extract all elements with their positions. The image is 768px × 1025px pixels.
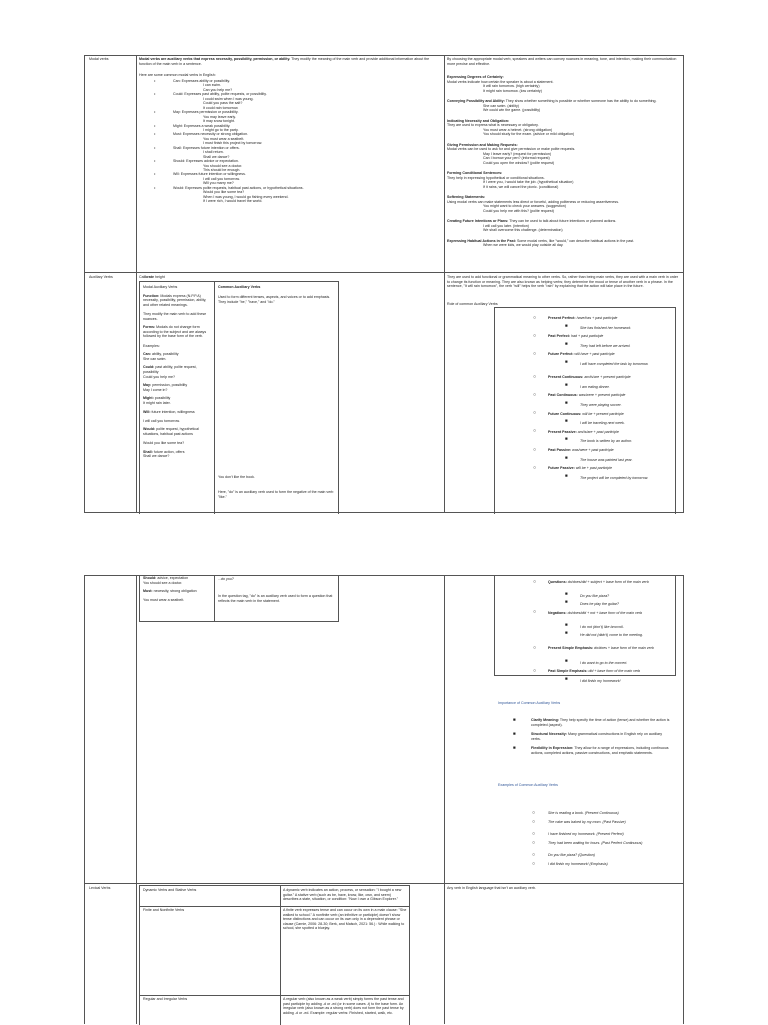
tense-example: The project will be completed by tomorrow.	[580, 475, 649, 480]
bold-lead: Can:	[143, 352, 151, 357]
modal-verb-example: Would you like some tea?	[203, 190, 245, 195]
tense-entry	[548, 466, 673, 471]
modal-aux-entry: Function: Modals express (N.P.P.A) necessity, possibility, permission, ability, and other related meanings.	[143, 293, 207, 307]
tense-formula: was/were + past participle	[571, 448, 614, 452]
section-body: They are used to express what is necessary or obligatory.	[447, 123, 539, 128]
bold-lead: Forms:	[143, 325, 156, 330]
modal-verb-example: I can swim.	[203, 83, 221, 88]
tense-example: They were playing soccer.	[580, 403, 622, 407]
modal-aux-entry: You must wear a seatbelt.	[143, 598, 185, 603]
modal-aux-entry: They modify the main verb to add these nuances.	[143, 312, 207, 321]
square-bullet-icon: ■	[565, 472, 568, 478]
square-bullet-icon: ■	[565, 630, 568, 636]
circle-bullet-icon: ○	[533, 350, 537, 357]
modal-verb-item: Will: Expresses future intention or willingness.	[173, 172, 246, 177]
tense-example: Does he play the guitar?	[580, 602, 619, 607]
bold-lead: Will:	[143, 409, 151, 414]
section-example: Could you help me with this? (polite request)	[483, 208, 554, 213]
tense-example: They had left before we arrived.	[580, 343, 631, 348]
circle-bullet-icon: ○	[533, 391, 537, 398]
modal-verb-item: Shall: Expresses future intention or offers.	[173, 145, 240, 150]
circle-bullet-icon: ○	[533, 667, 537, 674]
tense-example: Do you like pizza?	[580, 594, 610, 599]
tense-example: I will have completed the task by tomorrow.	[580, 362, 649, 366]
modal-verb-item: Could: Expresses past ability, polite requests, or possibility.	[173, 92, 267, 97]
tense-entry	[548, 646, 673, 651]
modal-verb-example: You must wear a seatbelt.	[203, 136, 245, 141]
circle-bullet-icon: ○	[533, 578, 537, 585]
square-bullet-icon: ■	[565, 657, 568, 663]
tense-formula: was/were + present participle	[577, 393, 626, 398]
modal-aux-entry: You should see a doctor.	[143, 580, 183, 585]
bold-lead: Should:	[143, 576, 157, 580]
modal-verb-example: It may snow tonight.	[203, 119, 235, 124]
example-sentence: I did finish my homework! (Emphasis)	[548, 862, 608, 866]
tense-formula: do/does/did + not + base form of the main verb	[566, 610, 643, 615]
example-sentence: Do you like pizza? (Question)	[548, 853, 595, 857]
square-bullet-icon: ■	[513, 717, 516, 722]
section-heading: Giving Permission and Making Requests:	[447, 142, 518, 147]
modal-aux-entry: Shall: future action, offers	[143, 449, 185, 454]
section-example: We shall overcome this challenge. (determination)	[483, 228, 563, 233]
square-bullet-icon: ■	[565, 400, 568, 405]
lexical-type-description: A finite verb expresses tense and can occur on its own in a main clause: "She walked to school." A nonfinite verb (an infinitive or participle) doesn't show tense distinctions and can occur on its own only in a dependent phrase or clause (Carnie, 2006: 28-30; Berk, and Malsch, 2021: 56.) : While walking to school, she spotted a bluejay.	[283, 908, 407, 931]
bold-lead: Function:	[143, 293, 160, 298]
square-bullet-icon: ■	[565, 436, 568, 442]
tense-name: Present Simple Emphasis:	[548, 646, 594, 651]
modal-aux-entry: Shall we dance?	[143, 454, 170, 459]
tense-box	[494, 307, 676, 514]
section-example: I will call you later. (intention)	[483, 223, 529, 228]
modal-list-heading: Here are some common modal verbs in English:	[139, 73, 216, 77]
tense-entry	[548, 412, 673, 417]
modal-aux-entry: May: permission, possibility	[143, 383, 188, 388]
section-body: Using modal verbs can make statements less direct or forceful, adding politeness or reducing assertiveness.	[447, 199, 619, 204]
modal-verb-example: You may leave early.	[203, 114, 236, 119]
square-bullet-icon: ■	[565, 675, 568, 681]
modal-verb-item: May: Expresses permission or possibility.	[173, 110, 239, 115]
modal-verb-example: It could rain tomorrow.	[203, 105, 239, 110]
modal-verb-example: Will you marry me?	[203, 181, 234, 186]
importance-title: Flexibility in Expression:	[531, 746, 574, 750]
example-sentence: She is reading a book. (Present Continuous)	[548, 811, 619, 815]
modal-aux-entry: Could: past ability, polite request, possibility	[143, 365, 197, 374]
tense-formula: did + base form of the main verb	[587, 669, 641, 674]
importance-item	[531, 746, 671, 755]
subtable-divider	[214, 282, 215, 514]
circle-bullet-icon: ○	[532, 830, 536, 837]
section-heading: Softening Statements:	[447, 195, 486, 200]
modal-verb-example: Could you pass the salt?	[203, 101, 243, 106]
square-bullet-icon: ■	[565, 599, 568, 605]
section-example: You must wear a helmet. (strong obligation)	[483, 127, 553, 132]
tense-entry	[548, 611, 673, 616]
modal-aux-entry: Might: possibility	[143, 396, 171, 401]
table-row-divider	[85, 272, 683, 273]
modal-verb-example: I might go to the party.	[203, 127, 239, 132]
tense-name: Past Passive:	[548, 448, 572, 452]
common-aux-note: Here, "do" is an auxiliary verb used to form the negative of the main verb "like."	[218, 490, 334, 499]
modal-verb-example: I shall return.	[203, 150, 224, 155]
lexical-type-name: Regular and Irregular Verbs	[143, 997, 188, 1001]
section-body: They help in expressing hypothetical or conditional situations.	[447, 175, 545, 180]
calibrate-part-c: height	[155, 275, 165, 279]
subtable-row-divider	[140, 906, 409, 907]
tense-entry	[548, 334, 673, 339]
bullet-icon: •	[154, 184, 156, 190]
bullet-icon: •	[154, 78, 156, 83]
tense-name: Present Perfect:	[548, 316, 576, 320]
tense-entry	[548, 669, 673, 674]
section-example: Could you open the window? (polite request)	[483, 160, 555, 165]
row-label-auxiliary-verbs: Auxiliary Verbs	[89, 275, 113, 279]
bullet-icon: •	[154, 131, 156, 137]
tense-formula: will have + past participle	[573, 352, 615, 357]
bullet-icon: •	[154, 109, 156, 115]
section-example: If it rains, we will cancel the picnic. (conditional)	[483, 184, 559, 189]
bullet-icon: •	[154, 171, 156, 177]
modal-aux-entry: Would: polite request, hypothetical situations, habitual past actions	[143, 427, 199, 436]
importance-title: Clarify Meaning:	[531, 718, 559, 722]
table-divider	[444, 56, 445, 512]
calibrate-part-b: brate	[145, 275, 154, 279]
section-heading: Forming Conditional Sentences:	[447, 171, 503, 176]
section-heading: Expressing Degrees of Certainty:	[447, 75, 504, 79]
lexical-right-text: Any verb in English language that isn't an auxiliary verb.	[447, 886, 536, 890]
lexical-subtable	[139, 885, 410, 1025]
lexical-type-description: A regular verb (also known as a weak verb) simply forms the past tense and past participle by adding -d or -ed (or in some cases -t) to the base form. An irregular verb (also known as a strong verb) does not form the past tense by adding -d or -ed. Example: regular verbs: Finished, started, walk, etc.	[283, 997, 404, 1015]
subtable-divider	[214, 576, 215, 621]
tense-name: Past Simple Emphasis:	[548, 669, 588, 674]
circle-bullet-icon: ○	[533, 332, 537, 339]
circle-bullet-icon: ○	[533, 446, 537, 453]
modal-aux-entry: Will: future intention, willingness	[143, 409, 195, 414]
tense-example: I do want to go to the concert.	[580, 660, 628, 665]
square-bullet-icon: ■	[565, 418, 568, 424]
table-divider	[136, 56, 137, 512]
tense-example: The book is written by an author.	[580, 439, 633, 444]
importance-text: They help specify the time of action (tense) and whether the action is completed (aspect).	[531, 718, 670, 727]
tense-entry	[548, 448, 673, 453]
modal-intro-bold: Modal verbs are auxiliary verbs that express necessity, possibility, permission, or ability.	[139, 57, 291, 61]
section-heading: Conveying Possibility and Ability:	[447, 99, 505, 104]
modal-aux-entry: I will call you tomorrow.	[143, 418, 180, 423]
bullet-icon: •	[154, 91, 156, 97]
tense-example: I did finish my homework!	[580, 678, 621, 683]
table-divider	[136, 576, 137, 1024]
tense-name: Negations:	[548, 610, 567, 615]
section-body: They show whether something is possible or whether someone has the ability to do something.	[505, 99, 657, 104]
aux-right-intro: They are used to add functional or grammatical meaning to other verbs. So, rather than being main verbs, they are used with a main verb in order to change its function or meaning. They are also known as helping verbs; they determine the mood or tense of another verb in a phrase. In the sentence, "It will rain tomorrow", the verb "will" helps the verb "rain" by explaining that the action will take place in the future.	[447, 275, 679, 289]
bold-lead: May:	[143, 383, 152, 388]
question-tag-example: ...do you?	[218, 577, 234, 581]
examples-heading: Examples of Common Auxiliary Verbs	[498, 783, 558, 787]
aux-subtable-cont	[139, 576, 339, 622]
modal-verb-example: I must finish this project by tomorrow.	[203, 141, 263, 146]
modal-intro-rest: They modify the meaning of the main verb and provide additional information about the function of the main verb in a sentence.	[139, 57, 430, 66]
square-bullet-icon: ■	[565, 622, 568, 628]
calibrate-part-a: Cali	[139, 275, 146, 279]
tense-name: Past Continuous:	[548, 393, 578, 398]
square-bullet-icon: ■	[565, 359, 568, 364]
tense-formula: will be + past participle	[574, 466, 613, 471]
row-label-lexical-verbs: Lexical Verbs	[89, 886, 111, 890]
tense-formula: will be + present participle	[581, 411, 624, 416]
bold-lead: Would:	[143, 427, 156, 432]
modal-verb-example: Can you help me?	[203, 87, 233, 92]
importance-item	[531, 732, 671, 741]
modal-verb-example: When I was young, I would go fishing every weekend.	[203, 194, 289, 199]
modal-aux-entry: Can: ability, possibility	[143, 352, 179, 357]
tense-entry	[548, 393, 673, 398]
section-body: Modal verbs can be used to ask for and give permission or make polite requests.	[447, 147, 576, 152]
calibrate-height-text	[139, 275, 165, 280]
bullet-icon: •	[154, 144, 156, 150]
circle-bullet-icon: ○	[532, 851, 536, 858]
circle-bullet-icon: ○	[533, 314, 537, 321]
modal-right-intro: By choosing the appropriate modal verb, speakers and writers can convey nuances in meaning, tone, and intention, making their communication more precise and effective.	[447, 57, 677, 66]
tense-formula: do/does/did + subject + base form of the main verb	[566, 580, 649, 584]
modal-aux-entry: Should: advice, expectation	[143, 576, 189, 580]
table-divider	[444, 576, 445, 1024]
bold-lead: Shall:	[143, 449, 153, 454]
circle-bullet-icon: ○	[533, 609, 537, 616]
modal-aux-entry: Forms: Modals do not change form according to the subject and are always followed by the base form of the verb.	[143, 325, 207, 339]
tense-formula: have/has + past participle	[575, 316, 618, 320]
section-example: Can I borrow your pen? (informal request)	[483, 156, 550, 161]
subtable-row-divider	[140, 995, 409, 996]
modal-verb-item: Can: Expresses ability or possibility.	[173, 79, 231, 83]
section-example: You might want to check your answers. (suggestion)	[483, 204, 566, 209]
square-bullet-icon: ■	[565, 340, 568, 346]
tense-formula: do/does + base form of the main verb	[593, 646, 654, 651]
modal-verb-item: Should: Expresses advice or expectation.	[173, 159, 239, 164]
role-heading: Role of common Auxiliary Verbs	[447, 302, 498, 306]
square-bullet-icon: ■	[513, 745, 516, 750]
modal-aux-entry: Would you like some tea?	[143, 441, 185, 446]
modal-verb-item: Must: Expresses necessity or strong obligation.	[173, 132, 249, 137]
modal-verb-item: Might: Expresses a weak possibility.	[173, 123, 231, 128]
table-row-divider	[85, 883, 683, 884]
section-example: You should study for the exam. (advice or mild obligation)	[483, 132, 575, 137]
importance-text: Many grammatical constructions in English rely on auxiliary verbs.	[531, 732, 663, 741]
aux-subtable	[139, 281, 339, 514]
modal-verb-example: Shall we dance?	[203, 154, 230, 159]
section-example: If I were you, I would take the job. (hypothetical situation)	[483, 180, 574, 185]
bold-lead: Could:	[143, 365, 155, 370]
tense-entry	[548, 352, 673, 357]
modal-aux-entry: Could you help me?	[143, 374, 175, 379]
section-heading: Indicating Necessity and Obligation:	[447, 118, 510, 123]
circle-bullet-icon: ○	[533, 644, 537, 651]
modal-verb-example: You should see a doctor.	[203, 163, 243, 168]
square-bullet-icon: ■	[513, 731, 516, 736]
section-example: It might rain tomorrow. (low certainty)	[483, 88, 542, 93]
circle-bullet-icon: ○	[533, 373, 537, 380]
circle-bullet-icon: ○	[533, 410, 537, 417]
tense-name: Future Continuous:	[548, 411, 582, 416]
modal-aux-entry: Must: necessity, strong obligation	[143, 589, 197, 594]
importance-heading: Importance of Common Auxiliary Verbs	[498, 701, 561, 705]
modal-aux-entry: Modal Auxiliary Verbs	[143, 285, 178, 289]
question-tag-note: In the question tag, "do" is an auxiliary verb used to form a question that reflects the main verb in the statement.	[218, 594, 333, 603]
bold-lead: Must:	[143, 589, 153, 594]
tense-entry	[548, 316, 673, 321]
modal-aux-entry: It might rain later.	[143, 401, 171, 405]
section-example: It will rain tomorrow. (high certainty)	[483, 84, 540, 89]
modal-verb-example: If I were rich, I would travel the world.	[203, 199, 263, 204]
square-bullet-icon: ■	[565, 322, 568, 328]
tense-name: Past Perfect:	[548, 334, 570, 339]
tense-entry	[548, 375, 673, 380]
tense-example: I am eating dinner.	[580, 384, 610, 389]
tense-example: The house was painted last year.	[580, 457, 633, 462]
common-aux-body: Used to form different tenses, aspects, and voices or to add emphasis. They include "be," "have," and "do."	[218, 295, 331, 304]
modal-aux-entry: May I come in?	[143, 387, 168, 392]
modal-intro	[139, 57, 441, 66]
tense-formula: am/is/are + present participle	[583, 375, 631, 380]
modal-verb-item: Would: Expresses polite requests, habitual past actions, or hypothetical situations.	[173, 185, 304, 190]
document-page-2	[84, 575, 684, 1024]
document-page-1	[84, 55, 684, 513]
example-sentence: The cake was baked by my mom. (Past Passive)	[548, 820, 626, 824]
tense-formula: am/is/are + past participle	[576, 429, 619, 434]
tense-example: He did not (didn't) come to the meeting.	[580, 633, 643, 638]
example-sentence: They had been waiting for hours. (Past Perfect Continuous)	[548, 841, 643, 845]
modal-aux-entry: She can swim.	[143, 356, 167, 361]
section-heading: Creating Future Intentions or Plans:	[447, 219, 509, 224]
tense-example: I will be traveling next week.	[580, 421, 625, 426]
tense-name: Present Passive:	[548, 429, 577, 434]
section-example: May I leave early? (request for permission)	[483, 151, 552, 156]
section-body: Modal verbs indicate how certain the speaker is about a statement.	[447, 79, 554, 84]
tense-example: I do not (don't) like broccoli.	[580, 625, 624, 630]
tense-example: She has finished her homework.	[580, 325, 632, 330]
common-aux-example: You don't like the book.	[218, 475, 255, 479]
circle-bullet-icon: ○	[533, 428, 537, 435]
importance-text: They allow for a range of expressions, including continuous actions, completed actions, passive constructions, and emphatic statements.	[531, 746, 669, 755]
square-bullet-icon: ■	[565, 591, 568, 597]
section-body: They can be used to talk about future intentions or planned actions.	[509, 219, 617, 224]
section-heading: Expressing Habitual Actions in the Past:	[447, 238, 516, 243]
bullet-icon: •	[154, 158, 156, 164]
modal-verb-example: I could swim when I was young.	[203, 96, 254, 101]
section-body: Some modal verbs, like "would," can describe habitual actions in the past.	[516, 238, 635, 243]
tense-name: Future Passive:	[548, 466, 575, 471]
section-example: She can swim. (ability)	[483, 103, 519, 108]
circle-bullet-icon: ○	[532, 839, 536, 846]
circle-bullet-icon: ○	[532, 809, 536, 816]
tense-name: Future Perfect:	[548, 352, 574, 357]
tense-box-cont	[494, 576, 676, 683]
row-label-modal-verbs: Modal verbs	[89, 57, 109, 61]
bullet-icon: •	[154, 122, 156, 128]
circle-bullet-icon: ○	[532, 818, 536, 825]
tense-name: Present Continuous:	[548, 375, 584, 380]
lexical-type-name: Dynamic Verbs and Stative Verbs	[143, 888, 197, 892]
tense-entry	[548, 430, 673, 435]
square-bullet-icon: ■	[565, 381, 568, 387]
tense-formula: had + past participle	[569, 334, 604, 339]
section-example: We could win the game. (possibility)	[483, 108, 541, 112]
tense-name: Questions:	[548, 580, 567, 584]
modal-verb-example: This should be enough.	[203, 168, 241, 172]
importance-item	[531, 718, 671, 727]
section-example: When we were kids, we would play outside all day.	[483, 243, 564, 248]
modal-verb-example: I will call you tomorrow.	[203, 176, 240, 181]
square-bullet-icon: ■	[565, 454, 568, 460]
circle-bullet-icon: ○	[533, 464, 537, 471]
bold-lead: Might:	[143, 396, 154, 401]
example-sentence: I have finished my homework. (Present Perfect)	[548, 832, 624, 836]
lexical-type-description: A dynamic verb indicates an action, process, or sensation: "I bought a new guitar." A stative verb (such as be, have, know, like, own, and seem) describes a state, situation, or condition: "Now I own a Gibson Explorer."	[283, 888, 402, 902]
importance-title: Structural Necessity:	[531, 732, 567, 736]
tense-entry	[548, 580, 673, 585]
lexical-type-name: Finite and Nonfinite Verbs	[143, 908, 185, 912]
common-aux-heading: Common Auxiliary Verbs	[218, 285, 261, 289]
circle-bullet-icon: ○	[532, 860, 536, 867]
modal-aux-entry: Examples:	[143, 343, 160, 348]
